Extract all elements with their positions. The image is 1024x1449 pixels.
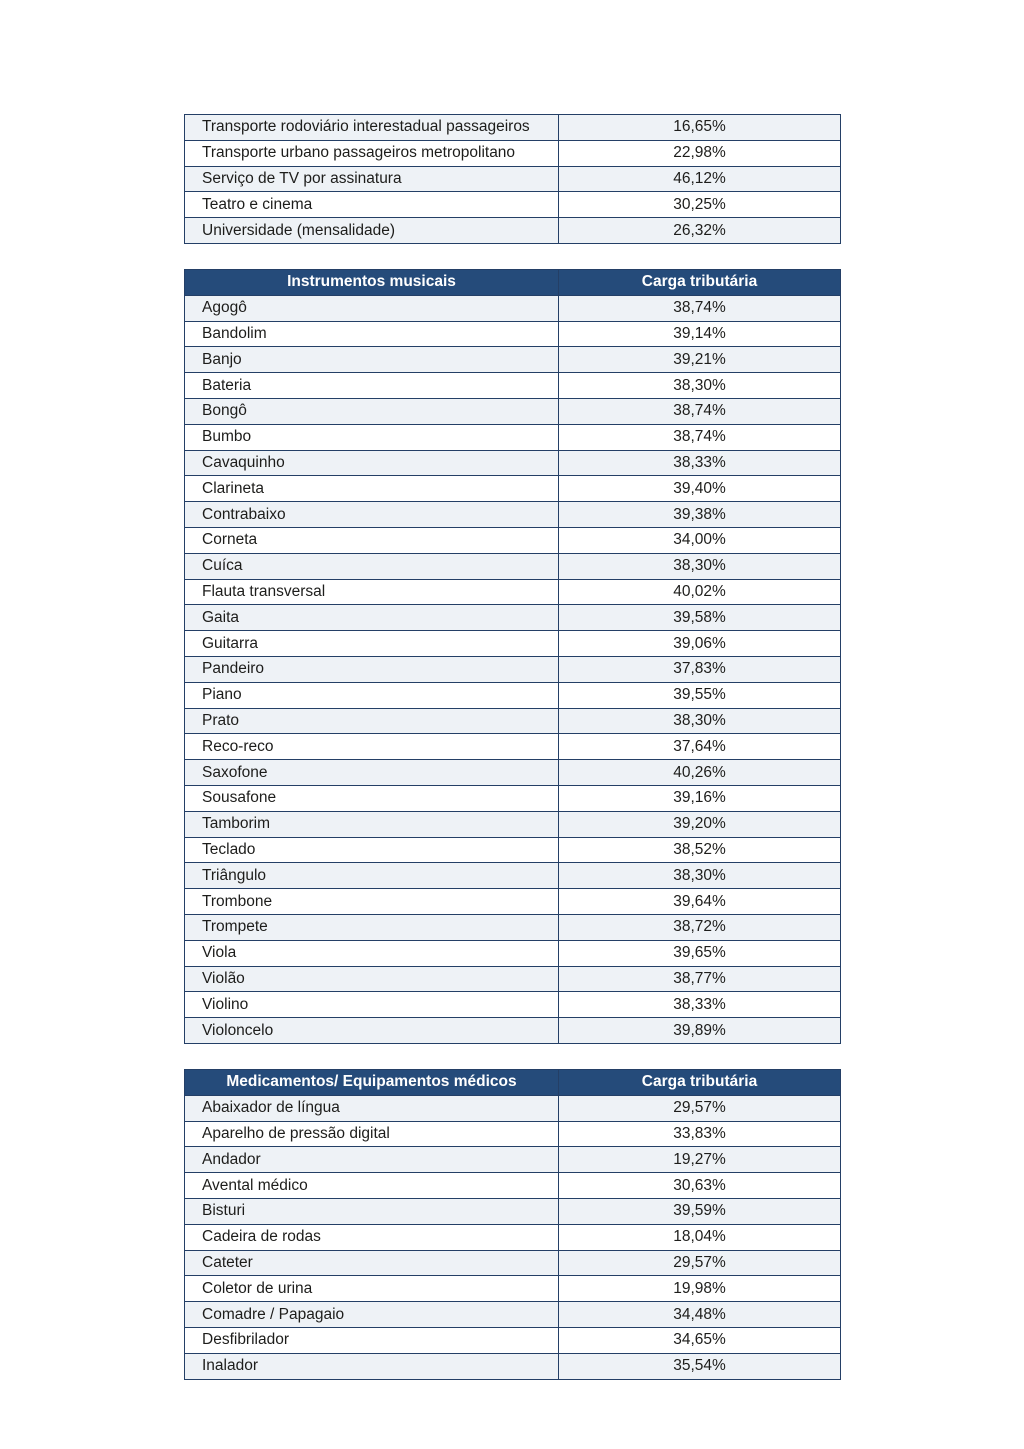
- table-row: [185, 140, 841, 166]
- row-item-name: Violão: [185, 966, 559, 992]
- row-tax-value: 39,40%: [559, 476, 841, 502]
- row-item-name: Tamborim: [185, 811, 559, 837]
- table-row: [185, 373, 841, 399]
- row-item-name: Transporte urbano passageiros metropolitano: [185, 140, 559, 166]
- row-item-name: Clarineta: [185, 476, 559, 502]
- table-row: [185, 656, 841, 682]
- table-row: [185, 527, 841, 553]
- row-tax-value: 29,57%: [559, 1250, 841, 1276]
- table-row: [185, 785, 841, 811]
- row-item-name: Bandolim: [185, 321, 559, 347]
- row-item-name: Cateter: [185, 1250, 559, 1276]
- row-item-name: Universidade (mensalidade): [185, 218, 559, 244]
- table-row: [185, 502, 841, 528]
- row-item-name: Viola: [185, 940, 559, 966]
- row-item-name: Transporte rodoviário interestadual passageiros: [185, 115, 559, 141]
- table-row: [185, 1276, 841, 1302]
- row-tax-value: 34,00%: [559, 527, 841, 553]
- row-tax-value: 39,20%: [559, 811, 841, 837]
- row-tax-value: 39,59%: [559, 1198, 841, 1224]
- table-row: [185, 321, 841, 347]
- row-tax-value: 46,12%: [559, 166, 841, 192]
- table-row: [185, 914, 841, 940]
- row-item-name: Desfibrilador: [185, 1327, 559, 1353]
- row-tax-value: 33,83%: [559, 1121, 841, 1147]
- row-item-name: Teatro e cinema: [185, 192, 559, 218]
- row-tax-value: 38,77%: [559, 966, 841, 992]
- table-row: [185, 1018, 841, 1044]
- column-header-item: Instrumentos musicais: [185, 270, 559, 296]
- table-header-row: [185, 1070, 841, 1096]
- row-tax-value: 38,30%: [559, 553, 841, 579]
- row-item-name: Coletor de urina: [185, 1276, 559, 1302]
- row-item-name: Inalador: [185, 1353, 559, 1379]
- row-item-name: Andador: [185, 1147, 559, 1173]
- row-tax-value: 34,65%: [559, 1327, 841, 1353]
- column-header-item: Medicamentos/ Equipamentos médicos: [185, 1070, 559, 1096]
- row-item-name: Cuíca: [185, 553, 559, 579]
- row-tax-value: 39,16%: [559, 785, 841, 811]
- table-row: [185, 476, 841, 502]
- row-tax-value: 22,98%: [559, 140, 841, 166]
- table-row: [185, 1198, 841, 1224]
- row-tax-value: 38,74%: [559, 424, 841, 450]
- row-item-name: Triângulo: [185, 863, 559, 889]
- table-row: [185, 631, 841, 657]
- row-tax-value: 38,72%: [559, 914, 841, 940]
- row-tax-value: 18,04%: [559, 1224, 841, 1250]
- row-tax-value: 39,55%: [559, 682, 841, 708]
- table-row: [185, 1327, 841, 1353]
- table-row: [185, 1224, 841, 1250]
- table-row: [185, 1173, 841, 1199]
- row-item-name: Avental médico: [185, 1173, 559, 1199]
- table-row: [185, 166, 841, 192]
- table-row: [185, 760, 841, 786]
- table-row: [185, 1095, 841, 1121]
- row-tax-value: 30,25%: [559, 192, 841, 218]
- row-item-name: Gaita: [185, 605, 559, 631]
- row-item-name: Bisturi: [185, 1198, 559, 1224]
- table-row: [185, 811, 841, 837]
- table-row: [185, 966, 841, 992]
- row-item-name: Guitarra: [185, 631, 559, 657]
- table-row: [185, 424, 841, 450]
- row-item-name: Serviço de TV por assinatura: [185, 166, 559, 192]
- row-item-name: Bongô: [185, 398, 559, 424]
- row-tax-value: 26,32%: [559, 218, 841, 244]
- row-item-name: Violino: [185, 992, 559, 1018]
- row-item-name: Sousafone: [185, 785, 559, 811]
- row-item-name: Cavaquinho: [185, 450, 559, 476]
- row-item-name: Agogô: [185, 295, 559, 321]
- tax-table-services: [184, 114, 841, 244]
- table-row: [185, 398, 841, 424]
- table-row: [185, 1302, 841, 1328]
- row-tax-value: 34,48%: [559, 1302, 841, 1328]
- row-item-name: Flauta transversal: [185, 579, 559, 605]
- table-row: [185, 115, 841, 141]
- table-row: [185, 192, 841, 218]
- row-item-name: Bateria: [185, 373, 559, 399]
- row-tax-value: 39,21%: [559, 347, 841, 373]
- row-tax-value: 30,63%: [559, 1173, 841, 1199]
- row-tax-value: 38,74%: [559, 295, 841, 321]
- row-tax-value: 39,38%: [559, 502, 841, 528]
- table-row: [185, 553, 841, 579]
- row-tax-value: 19,98%: [559, 1276, 841, 1302]
- row-item-name: Banjo: [185, 347, 559, 373]
- row-item-name: Reco-reco: [185, 734, 559, 760]
- table-row: [185, 863, 841, 889]
- row-item-name: Prato: [185, 708, 559, 734]
- table-row: [185, 734, 841, 760]
- table-row: [185, 889, 841, 915]
- row-item-name: Piano: [185, 682, 559, 708]
- row-item-name: Saxofone: [185, 760, 559, 786]
- row-tax-value: 39,64%: [559, 889, 841, 915]
- table-header-row: [185, 270, 841, 296]
- table-row: [185, 218, 841, 244]
- row-tax-value: 39,58%: [559, 605, 841, 631]
- row-item-name: Trombone: [185, 889, 559, 915]
- row-item-name: Violoncelo: [185, 1018, 559, 1044]
- row-tax-value: 39,89%: [559, 1018, 841, 1044]
- table-row: [185, 1250, 841, 1276]
- row-item-name: Comadre / Papagaio: [185, 1302, 559, 1328]
- row-tax-value: 38,30%: [559, 863, 841, 889]
- tax-table-medical-equipment: [184, 1069, 841, 1380]
- row-tax-value: 35,54%: [559, 1353, 841, 1379]
- table-row: [185, 682, 841, 708]
- table-row: [185, 295, 841, 321]
- row-item-name: Contrabaixo: [185, 502, 559, 528]
- tax-table-musical-instruments: [184, 269, 841, 1044]
- table-row: [185, 940, 841, 966]
- table-row: [185, 1121, 841, 1147]
- row-item-name: Bumbo: [185, 424, 559, 450]
- table-row: [185, 1353, 841, 1379]
- row-tax-value: 39,14%: [559, 321, 841, 347]
- table-row: [185, 347, 841, 373]
- table-row: [185, 708, 841, 734]
- row-tax-value: 37,83%: [559, 656, 841, 682]
- table-row: [185, 605, 841, 631]
- row-item-name: Trompete: [185, 914, 559, 940]
- row-tax-value: 39,06%: [559, 631, 841, 657]
- table-row: [185, 579, 841, 605]
- table-row: [185, 837, 841, 863]
- row-tax-value: 38,74%: [559, 398, 841, 424]
- row-tax-value: 37,64%: [559, 734, 841, 760]
- row-tax-value: 38,30%: [559, 708, 841, 734]
- column-header-tax: Carga tributária: [559, 1070, 841, 1096]
- row-tax-value: 39,65%: [559, 940, 841, 966]
- row-item-name: Cadeira de rodas: [185, 1224, 559, 1250]
- column-header-tax: Carga tributária: [559, 270, 841, 296]
- row-tax-value: 38,52%: [559, 837, 841, 863]
- row-tax-value: 29,57%: [559, 1095, 841, 1121]
- row-tax-value: 19,27%: [559, 1147, 841, 1173]
- row-tax-value: 40,26%: [559, 760, 841, 786]
- row-item-name: Aparelho de pressão digital: [185, 1121, 559, 1147]
- row-tax-value: 40,02%: [559, 579, 841, 605]
- table-row: [185, 1147, 841, 1173]
- row-item-name: Abaixador de língua: [185, 1095, 559, 1121]
- table-row: [185, 992, 841, 1018]
- row-item-name: Pandeiro: [185, 656, 559, 682]
- row-tax-value: 38,30%: [559, 373, 841, 399]
- row-item-name: Teclado: [185, 837, 559, 863]
- row-item-name: Corneta: [185, 527, 559, 553]
- row-tax-value: 38,33%: [559, 450, 841, 476]
- table-row: [185, 450, 841, 476]
- row-tax-value: 38,33%: [559, 992, 841, 1018]
- row-tax-value: 16,65%: [559, 115, 841, 141]
